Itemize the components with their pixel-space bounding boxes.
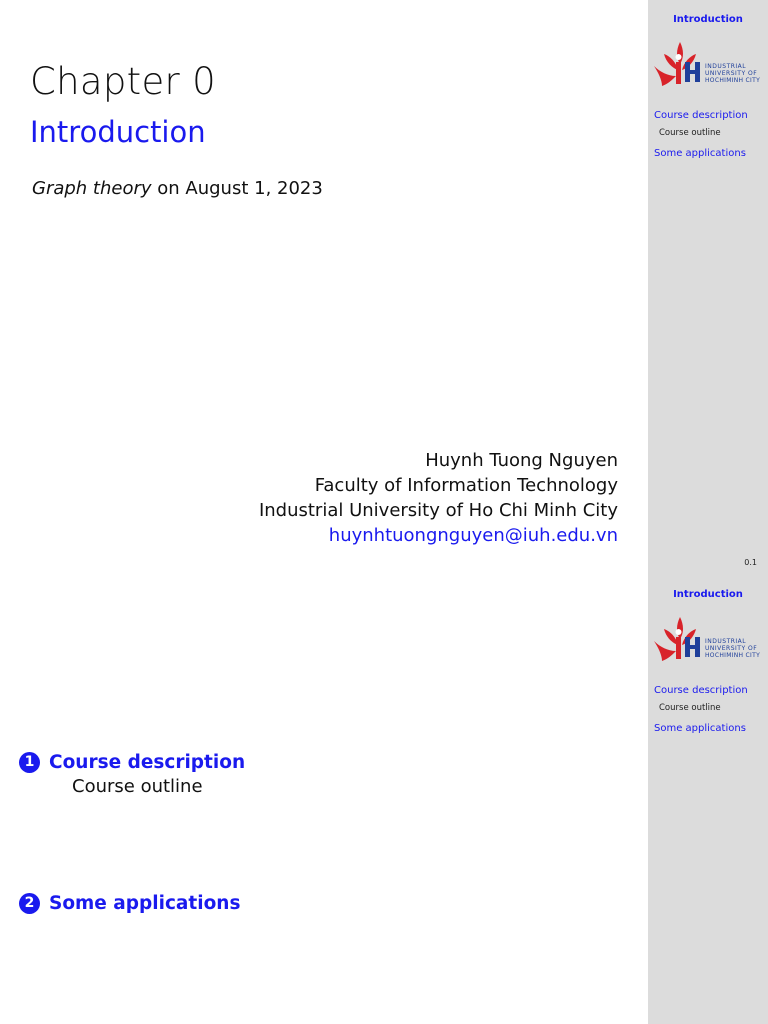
outline-number-badge: 1: [19, 752, 40, 773]
logo-line-3: HOCHIMINH CITY: [705, 77, 761, 84]
slide-subtitle: Introduction: [30, 115, 206, 149]
date-text: on August 1, 2023: [151, 178, 323, 199]
logo-line-2: UNIVERSITY OF: [705, 645, 758, 652]
sidebar-title[interactable]: Introduction: [673, 14, 743, 25]
sidebar-title[interactable]: Introduction: [673, 589, 743, 600]
author-name: Huynh Tuong Nguyen: [425, 450, 618, 471]
outline-subitem-course-outline[interactable]: Course outline: [72, 776, 203, 797]
logo-line-3: HOCHIMINH CITY: [705, 652, 761, 659]
outline-number-badge: 2: [19, 893, 40, 914]
sidebar-item-some-applications[interactable]: Some applications: [654, 723, 746, 734]
author-block: [259, 448, 618, 548]
sidebar: [648, 0, 768, 1024]
author-email-link[interactable]: huynhtuongnguyen@iuh.edu.vn: [328, 525, 618, 546]
sidebar-subitem-course-outline[interactable]: Course outline: [659, 703, 721, 713]
outline-item-some-applications[interactable]: [19, 893, 240, 914]
sidebar-item-course-description[interactable]: Course description: [654, 110, 748, 121]
iuh-logo: [650, 615, 768, 663]
logo-line-1: INDUSTRIAL: [705, 638, 747, 645]
chapter-title: Chapter 0: [30, 60, 216, 103]
sidebar-subitem-course-outline[interactable]: Course outline: [659, 128, 721, 138]
page-number: 0.1: [744, 558, 757, 567]
logo-line-2: UNIVERSITY OF: [705, 70, 758, 77]
outline-item-label: Course description: [49, 752, 246, 773]
outline-item-label: Some applications: [49, 893, 241, 914]
sidebar-item-course-description[interactable]: Course description: [654, 685, 748, 696]
university-name: Industrial University of Ho Chi Minh City: [258, 500, 618, 521]
course-date-line: [32, 178, 323, 199]
logo-line-1: INDUSTRIAL: [705, 63, 747, 70]
faculty-name: Faculty of Information Technology: [314, 475, 618, 496]
iuh-logo: [650, 40, 768, 88]
outline-item-course-description[interactable]: [19, 752, 245, 773]
sidebar-item-some-applications[interactable]: Some applications: [654, 148, 746, 159]
course-name: Graph theory: [32, 178, 152, 199]
